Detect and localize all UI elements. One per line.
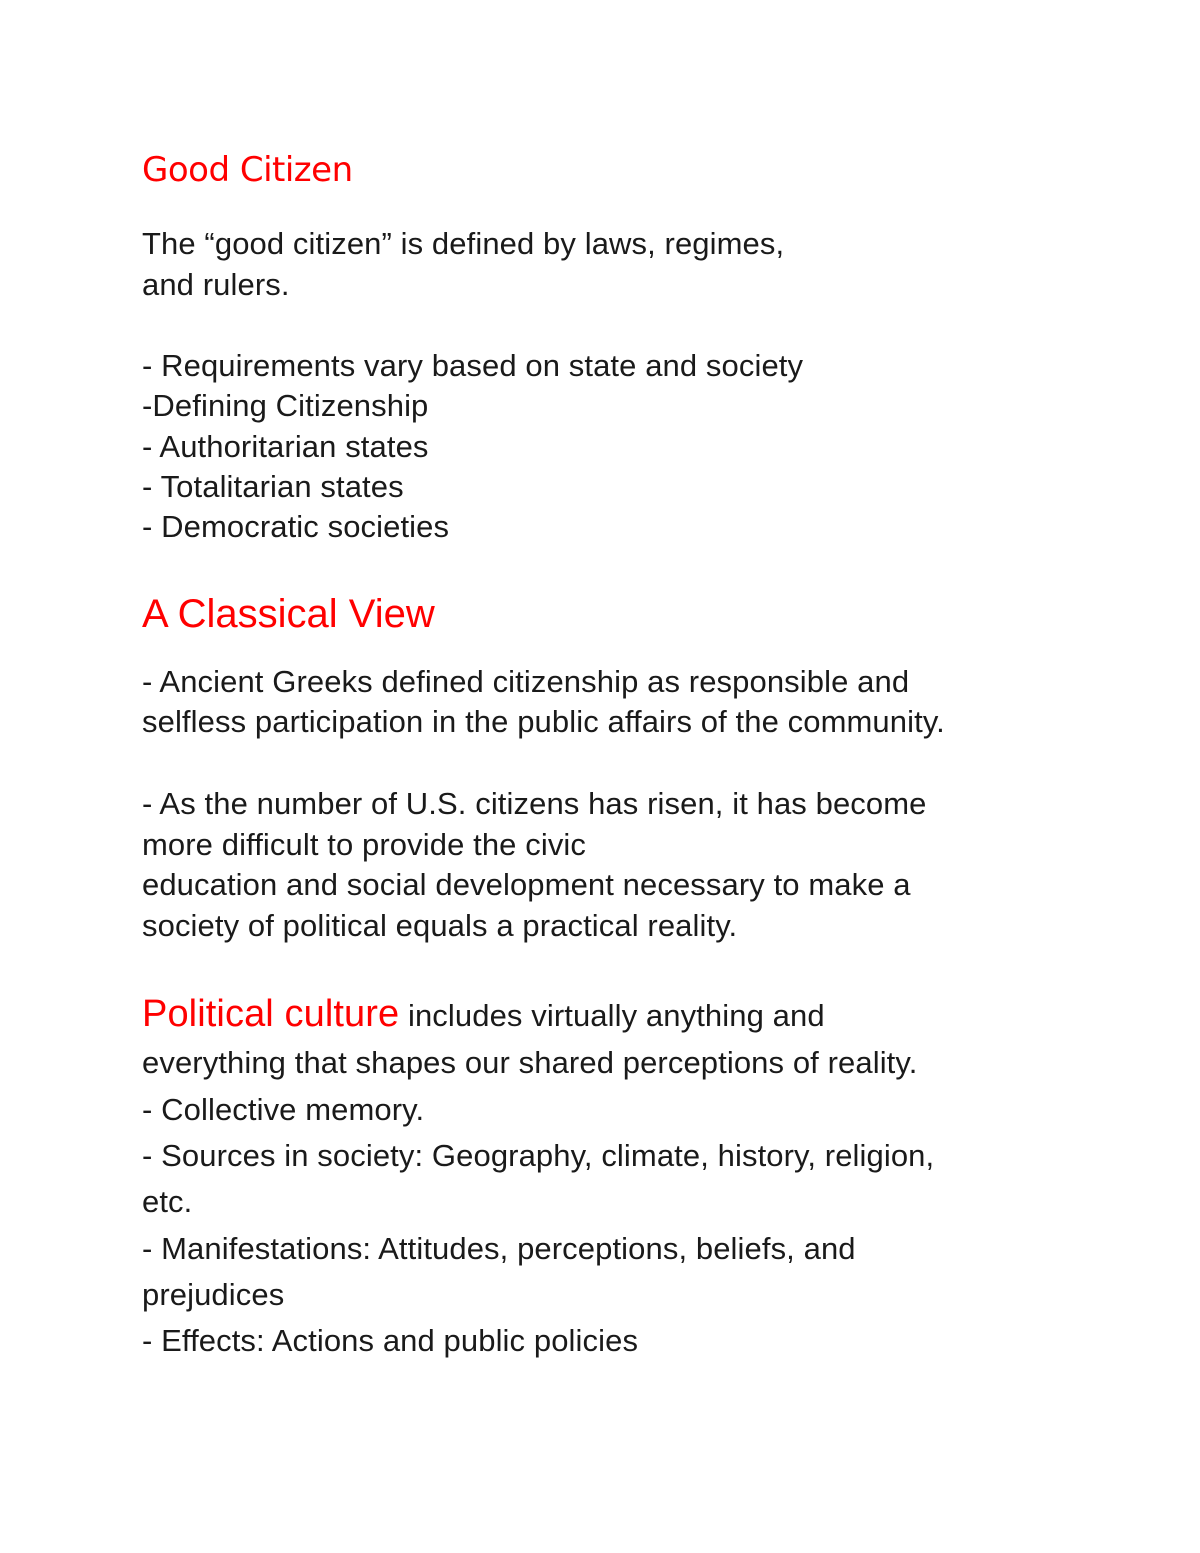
- bullet-democratic: - Democratic societies: [142, 509, 450, 544]
- heading-classical-view: A Classical View: [142, 592, 435, 636]
- classical-p1-line-2: selfless participation in the public affairs of the community.: [142, 704, 945, 739]
- classical-p2-line-1: - As the number of U.S. citizens has risen, it has become: [142, 786, 927, 821]
- political-culture-line-1: [142, 991, 825, 1039]
- classical-p2-line-2: more difficult to provide the civic: [142, 827, 587, 862]
- political-culture-rest: includes virtually anything and: [399, 998, 825, 1033]
- classical-p2-line-4: society of political equals a practical reality.: [142, 908, 738, 943]
- item-effects: - Effects: Actions and public policies: [142, 1323, 639, 1358]
- item-manifestations-continued: prejudices: [142, 1277, 285, 1312]
- bullet-requirements: - Requirements vary based on state and society: [142, 348, 804, 383]
- bullet-totalitarian: - Totalitarian states: [142, 469, 404, 504]
- classical-p2-line-3: education and social development necessary to make a: [142, 867, 911, 902]
- heading-good-citizen: Good Citizen: [142, 150, 353, 190]
- item-collective-memory: - Collective memory.: [142, 1092, 425, 1127]
- classical-p1-line-1: - Ancient Greeks defined citizenship as responsible and: [142, 664, 910, 699]
- item-manifestations: - Manifestations: Attitudes, perceptions, beliefs, and: [142, 1231, 856, 1266]
- bullet-authoritarian: - Authoritarian states: [142, 429, 429, 464]
- item-sources-in-society: - Sources in society: Geography, climate, history, religion,: [142, 1138, 935, 1173]
- item-sources-continued: etc.: [142, 1184, 193, 1219]
- political-culture-term: Political culture: [142, 993, 400, 1035]
- intro-line-1: The “good citizen” is defined by laws, regimes,: [142, 226, 785, 261]
- bullet-defining-citizenship: -Defining Citizenship: [142, 388, 429, 423]
- political-culture-line-2: everything that shapes our shared perceptions of reality.: [142, 1045, 918, 1080]
- intro-line-2: and rulers.: [142, 267, 290, 302]
